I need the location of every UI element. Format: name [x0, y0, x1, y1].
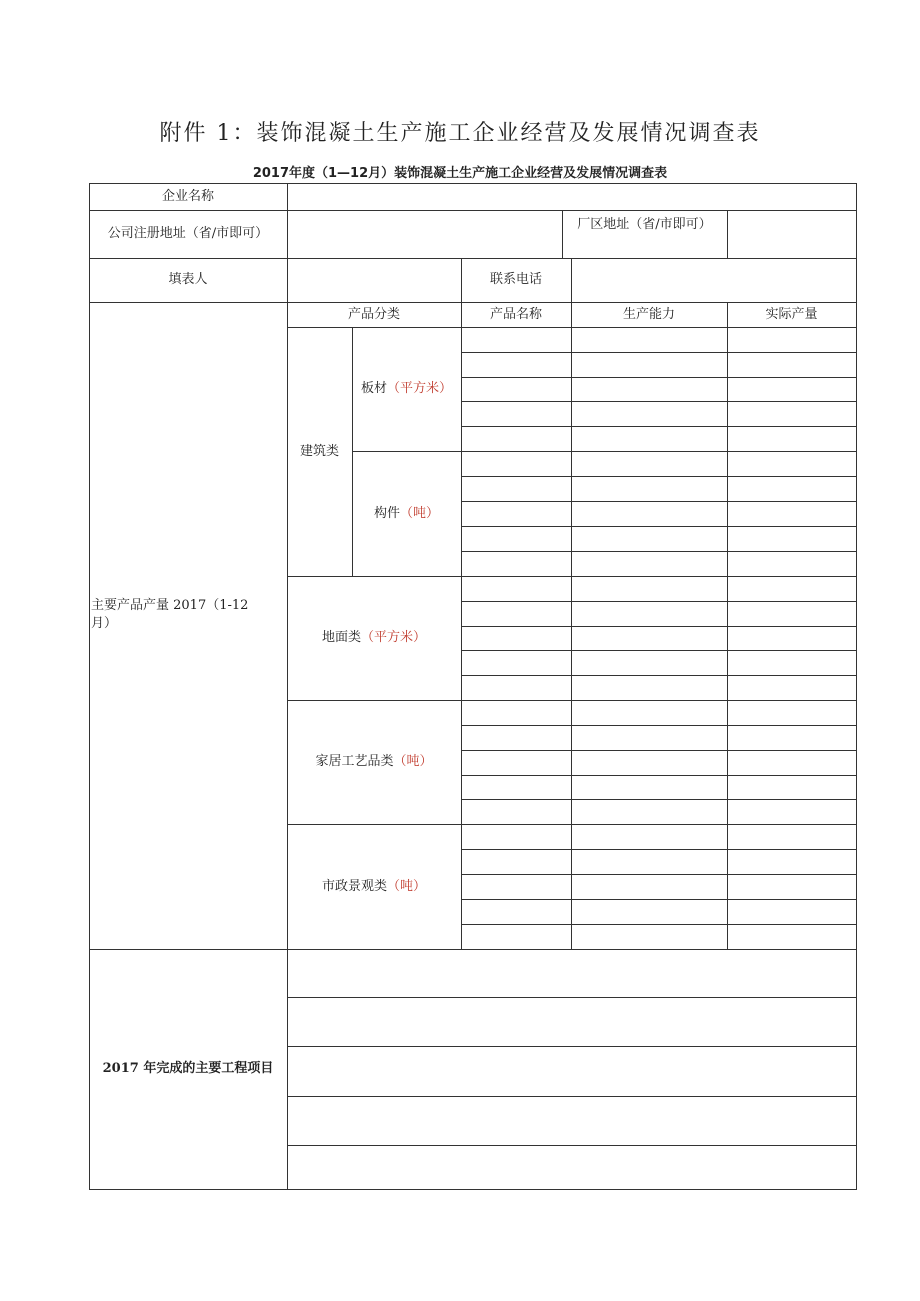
factory-address-field[interactable] [728, 211, 856, 258]
filler-field[interactable] [288, 259, 461, 302]
company-name-field[interactable] [288, 184, 856, 210]
category-home-craft: 家居工艺品类 （吨） [315, 754, 433, 769]
project-row[interactable] [288, 1047, 856, 1096]
header-capacity: 生产能力 [622, 306, 675, 322]
unit-square-meter: （平方米） [387, 381, 453, 396]
project-row[interactable] [288, 950, 856, 997]
registered-address-field[interactable] [288, 211, 562, 258]
factory-address-label: 厂区地址（省/市即可） [577, 217, 712, 232]
filler-label: 填表人 [168, 272, 208, 287]
table-caption: 2017年度（1—12月）装饰混凝土生产施工企业经营及发展情况调查表 [252, 166, 668, 181]
subcategory-board: 板材 （平方米） [360, 381, 453, 396]
unit-square-meter: （平方米） [361, 630, 427, 645]
header-actual-output: 实际产量 [765, 306, 818, 322]
unit-ton: （吨） [400, 505, 440, 521]
unit-ton: （吨） [393, 754, 433, 769]
header-category: 产品分类 [347, 306, 400, 322]
document-title: 附件 1：装饰混凝土生产施工企业经营及发展情况调查表 [159, 121, 761, 146]
subcategory-component: 构件 （吨） [373, 505, 440, 521]
header-product-name: 产品名称 [489, 306, 542, 322]
phone-label: 联系电话 [489, 272, 542, 287]
category-floor: 地面类 （平方米） [321, 630, 427, 645]
production-section-label: 主要产品产量 2017（1-12 月） [91, 598, 249, 631]
category-municipal: 市政景观类 （吨） [321, 878, 427, 894]
registered-address-label: 公司注册地址（省/市即可） [107, 226, 269, 241]
project-row[interactable] [288, 1097, 856, 1145]
project-row[interactable] [288, 998, 856, 1046]
category-building: 建筑类 [299, 443, 339, 459]
company-name-label: 企业名称 [161, 188, 214, 204]
phone-field[interactable] [572, 259, 856, 302]
projects-label: 2017 年完成的主要工程项目 [102, 1061, 274, 1076]
project-row[interactable] [288, 1146, 856, 1189]
unit-ton: （吨） [387, 878, 427, 894]
